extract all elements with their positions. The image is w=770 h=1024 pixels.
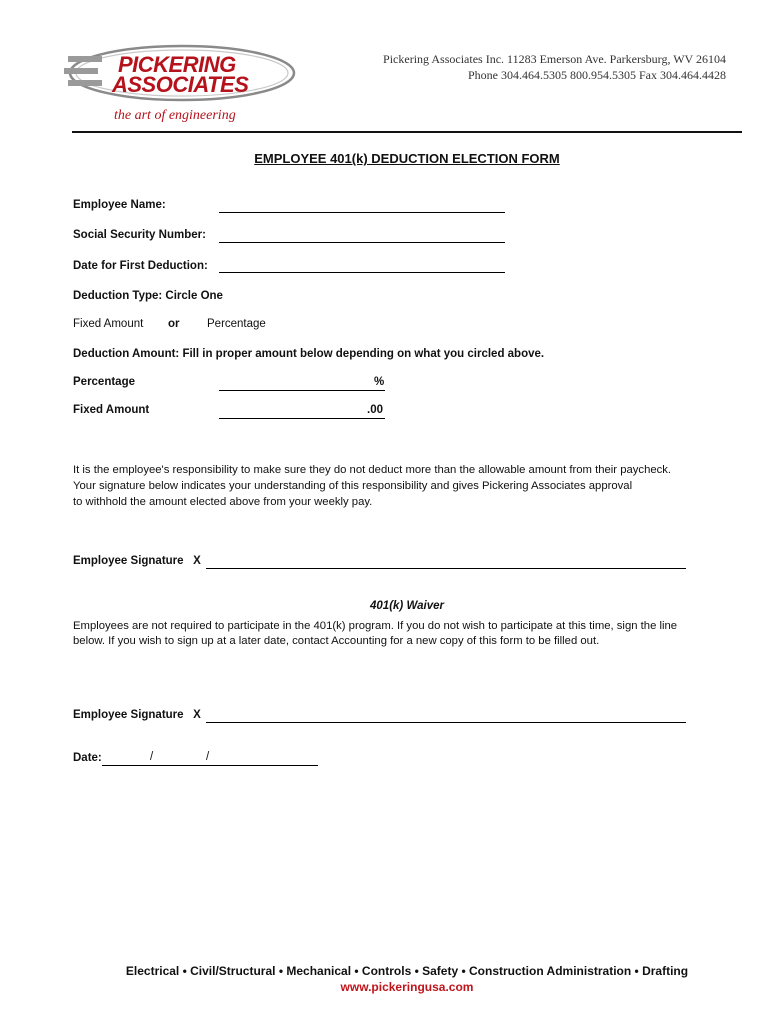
svg-text:PICKERING: PICKERING [118,52,236,77]
footer-services: Electrical • Civil/Structural • Mechanical • Controls • Safety • Construction Administration • Drafting [125,964,689,978]
date-separator-1: / [150,751,154,763]
form-title: EMPLOYEE 401(k) DEDUCTION ELECTION FORM [254,151,560,166]
waiver-signature-field[interactable] [206,722,686,723]
responsibility-line-1: It is the employee's responsibility to make sure they do not deduct more than the allowable amount from their paycheck. [73,464,672,476]
waiver-line-2: below. If you wish to sign up at a later date, contact Accounting for a new copy of this form to be filled out. [73,635,600,647]
employee-signature-field[interactable] [206,568,686,569]
svg-text:the art of engineering: the art of engineering [114,108,236,123]
deduction-amount-label: Deduction Amount: Fill in proper amount below depending on what you circled above. [73,348,545,360]
percentage-field[interactable] [219,390,385,391]
first-deduction-label: Date for First Deduction: [73,260,208,272]
option-percentage[interactable]: Percentage [207,318,266,330]
first-deduction-field[interactable] [219,272,505,273]
percentage-label: Percentage [73,376,136,388]
svg-text:ASSOCIATES: ASSOCIATES [112,72,249,97]
date-separator-2: / [206,751,210,763]
waiver-line-1: Employees are not required to participate in the 401(k) program. If you do not wish to participate at this time, sign the line [73,620,678,632]
option-fixed-amount[interactable]: Fixed Amount [73,318,144,330]
employee-name-label: Employee Name: [73,199,166,211]
pickering-associates-logo [62,40,312,130]
date-field[interactable] [102,765,318,766]
option-or: or [168,318,180,330]
header-divider [72,131,742,133]
employee-signature-label: Employee Signature X [73,555,201,567]
waiver-title: 401(k) Waiver [370,600,444,612]
footer-website-link[interactable]: www.pickeringusa.com [340,980,474,994]
company-address: Pickering Associates Inc. 11283 Emerson Ave. Parkersburg, WV 26104 [383,52,726,66]
ssn-label: Social Security Number: [73,229,206,241]
fixed-amount-label: Fixed Amount [73,404,150,416]
responsibility-line-3: to withhold the amount elected above from your weekly pay. [73,496,373,508]
ssn-field[interactable] [219,242,505,243]
responsibility-line-2: Your signature below indicates your understanding of this responsibility and gives Pickering Associates approval [73,480,633,492]
fixed-amount-field[interactable] [219,418,385,419]
date-label: Date: [73,752,102,764]
company-phone: Phone 304.464.5305 800.954.5305 Fax 304.464.4428 [468,68,726,82]
deduction-type-label: Deduction Type: Circle One [73,290,223,302]
percentage-suffix: % [374,376,385,388]
employee-name-field[interactable] [219,212,505,213]
waiver-signature-label: Employee Signature X [73,709,201,721]
fixed-amount-suffix: .00 [367,404,383,416]
